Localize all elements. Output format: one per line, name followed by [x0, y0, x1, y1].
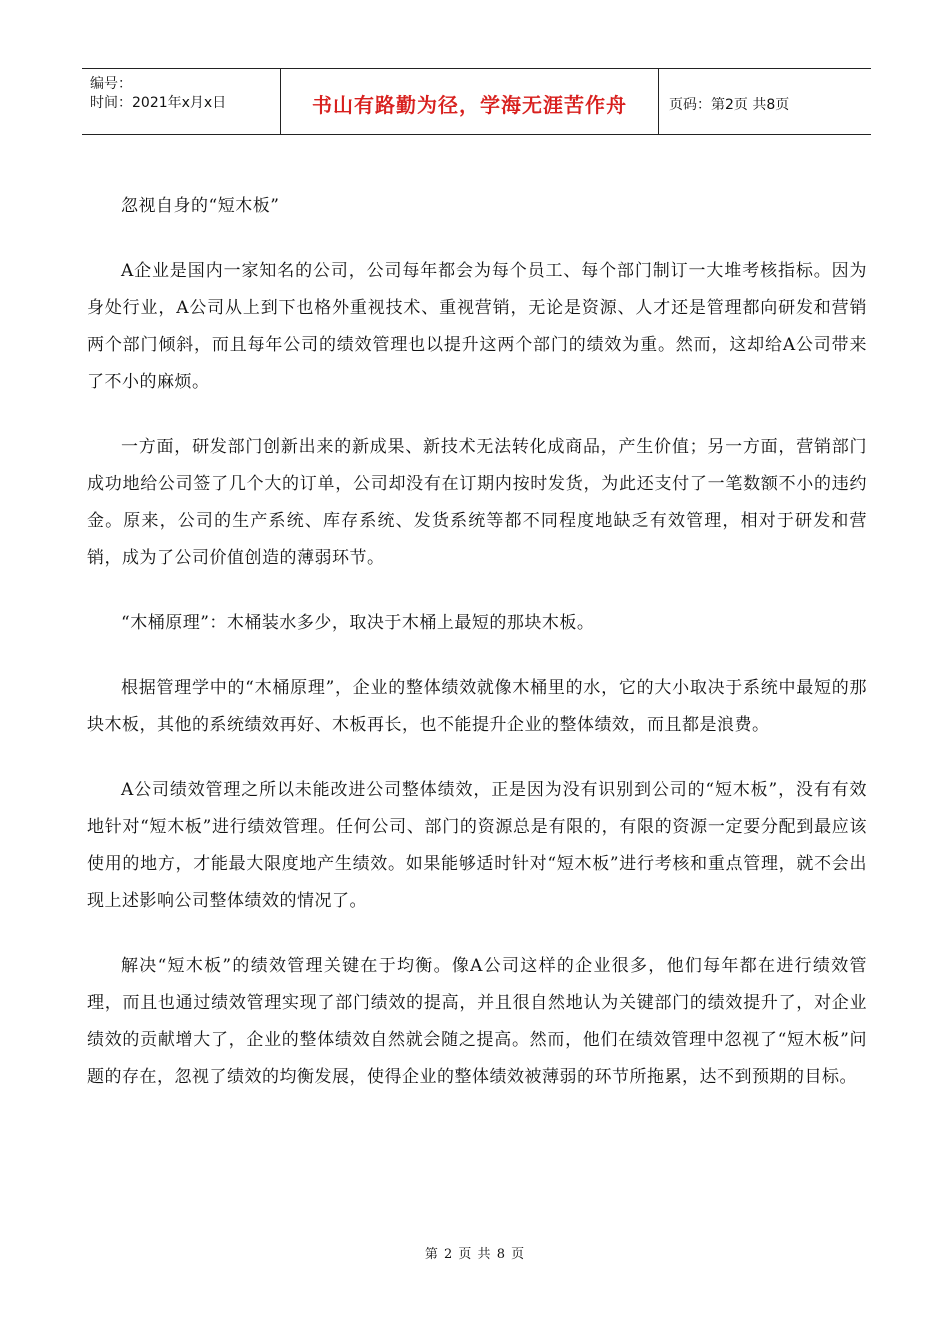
- document-body: [87, 188, 867, 1124]
- principle-statement: “木桶原理”：木桶装水多少，取决于木桶上最短的那块木板。: [121, 613, 595, 633]
- page-header: [82, 68, 871, 135]
- body-paragraph: A公司绩效管理之所以未能改进公司整体绩效，正是因为没有识别到公司的“短木板”，没有有效地针对“短木板”进行绩效管理。任何公司、部门的资源总是有限的，有限的资源一定要分配到最应该使用的地方，才能最大限度地产生绩效。如果能够适时针对“短木板”进行考核和重点管理，就不会出现上述影响公司整体绩效的情况了。: [87, 780, 867, 911]
- page-footer: [0, 1243, 950, 1262]
- header-motto-cell: [281, 69, 659, 134]
- body-paragraph: 解决“短木板”的绩效管理关键在于均衡。像A公司这样的企业很多，他们每年都在进行绩效管理，而且也通过绩效管理实现了部门绩效的提高，并且很自然地认为关键部门的绩效提升了，对企业绩效的贡献增大了，企业的整体绩效自然就会随之提高。然而，他们在绩效管理中忽视了“短木板”问题的存在，忽视了绩效的均衡发展，使得企业的整体绩效被薄弱的环节所拖累，达不到预期的目标。: [87, 956, 867, 1087]
- header-meta: [82, 69, 281, 134]
- body-paragraph: A企业是国内一家知名的公司，公司每年都会为每个员工、每个部门制订一大堆考核指标。因为身处行业，A公司从上到下也格外重视技术、重视营销，无论是资源、人才还是管理都向研发和营销两个部门倾斜，而且每年公司的绩效管理也以提升这两个部门的绩效为重。然而，这却给A公司带来了不小的麻烦。: [87, 261, 867, 392]
- document-number-label: 编号：: [90, 76, 132, 92]
- footer-page-number: 第 2 页 共 8 页: [424, 1247, 526, 1262]
- body-paragraph: 一方面，研发部门创新出来的新成果、新技术无法转化成商品，产生价值；另一方面，营销部门成功地给公司签了几个大的订单，公司却没有在订期内按时发货，为此还支付了一笔数额不小的违约金。原来，公司的生产系统、库存系统、发货系统等都不同程度地缺乏有效管理，相对于研发和营销，成为了公司价值创造的薄弱环节。: [87, 437, 867, 568]
- section-heading: 忽视自身的“短木板”: [121, 196, 280, 216]
- header-page-info-cell: [659, 69, 871, 134]
- document-time-label: 时间：2021年x月x日: [90, 95, 227, 111]
- header-page-info: 页码：第2页 共8页: [669, 96, 790, 113]
- body-paragraph: 根据管理学中的“木桶原理”，企业的整体绩效就像木桶里的水，它的大小取决于系统中最短的那块木板，其他的系统绩效再好、木板再长，也不能提升企业的整体绩效，而且都是浪费。: [87, 678, 867, 735]
- header-motto: 书山有路勤为径，学海无涯苦作舟: [312, 93, 627, 117]
